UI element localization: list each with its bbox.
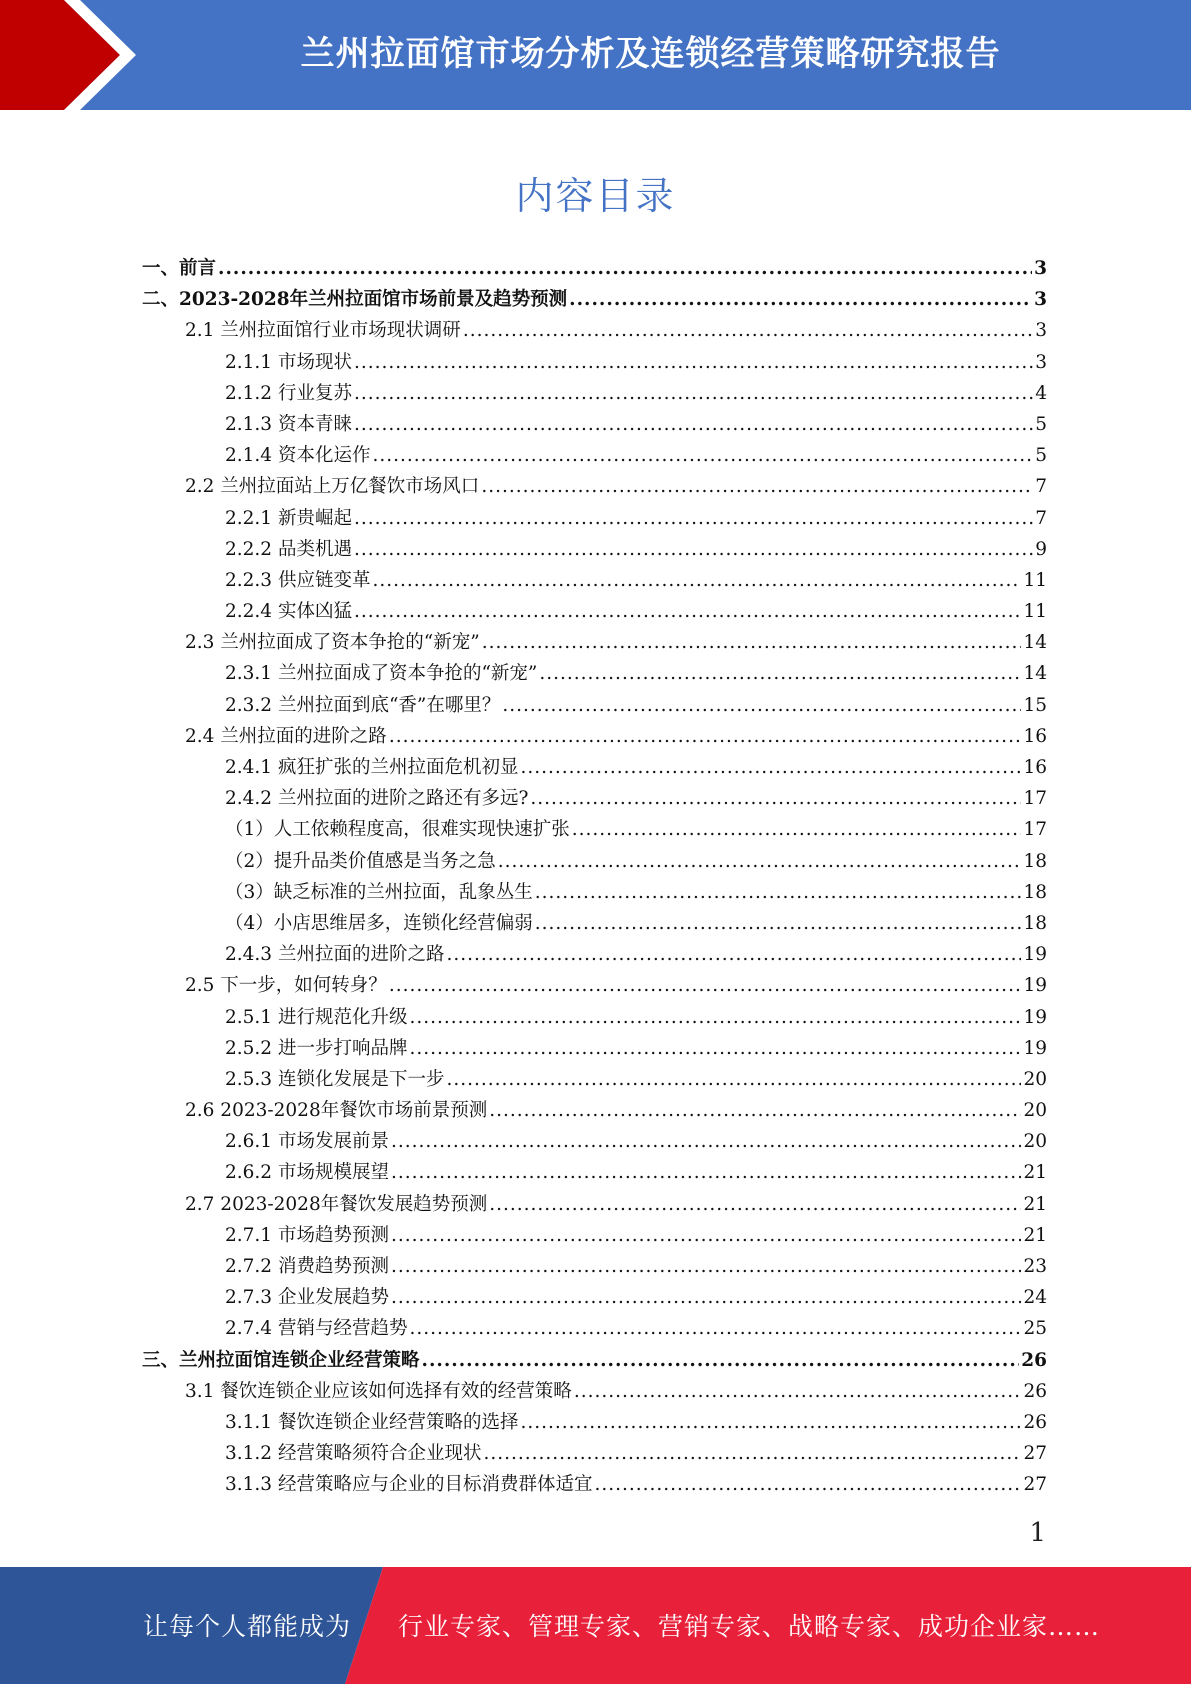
toc-entry-page: 21 [1023,1224,1047,1246]
toc-leader-dots [409,1033,1021,1064]
toc-entry-label: 2.5.2 进一步打响品牌 [225,1037,408,1059]
toc-leader-dots [354,409,1033,440]
toc-entry-page: 27 [1023,1443,1047,1465]
toc-leader-dots [372,440,1033,471]
toc-entry-label: 2.7.2 消费趋势预测 [225,1256,389,1277]
toc-entry-label: （1）人工依赖程度高，很难实现快速扩张 [225,819,570,841]
toc-leader-dots [489,1189,1021,1220]
toc-entry-page: 20 [1023,1131,1047,1153]
toc-entry-page: 5 [1035,445,1047,467]
toc-entry-label: 2.1.3 资本青睐 [225,413,352,435]
toc-entry-label: 2.2.3 供应链变革 [225,569,371,591]
toc-entry-page: 18 [1023,850,1047,872]
toc-entry[interactable] [142,690,1047,721]
toc-leader-dots [535,908,1022,939]
toc-entry[interactable] [142,315,1047,346]
toc-entry-label: 3.1.3 经营策略应与企业的目标消费群体适宜 [225,1474,593,1496]
toc-entry[interactable] [142,814,1047,845]
toc-leader-dots [446,939,1021,970]
toc-entry-label: 2.2.1 新贵崛起 [225,507,352,529]
toc-entry[interactable] [142,565,1047,596]
toc-entry[interactable] [142,1126,1047,1157]
toc-entry-label: 2.7.4 营销与经营趋势 [225,1318,408,1340]
toc-entry-label: 2.5 下一步，如何转身？ [185,975,387,997]
toc-entry-page: 18 [1023,912,1047,934]
toc-leader-dots [569,284,1032,315]
toc-entry-label: （2）提升品类价值感是当务之急 [225,850,496,872]
toc-entry[interactable] [142,1157,1047,1188]
toc-entry[interactable] [142,1438,1047,1469]
toc-entry[interactable] [142,721,1047,752]
toc-entry-page: 16 [1023,725,1047,747]
footer-slogan-left: 让每个人都能成为 [143,1612,352,1641]
toc-entry-label: 3.1.2 经营策略须符合企业现状 [225,1443,482,1465]
toc-entry-label: 2.6.2 市场规模展望 [225,1162,389,1184]
toc-entry-label: 2.3.1 兰州拉面成了资本争抢的“新宠” [225,663,538,685]
toc-entry-page: 3 [1034,258,1047,279]
toc-entry-page: 16 [1023,757,1047,778]
toc-entry-page: 11 [1023,569,1047,591]
toc-leader-dots [354,503,1033,534]
toc-leader-dots [520,1407,1021,1438]
toc-entry-label: （4）小店思维居多，连锁化经营偏弱 [225,912,533,934]
toc-entry[interactable] [142,658,1047,689]
toc-entry-page: 11 [1023,601,1047,623]
toc-entry[interactable] [142,877,1047,908]
toc-leader-dots [391,1220,1021,1251]
toc-entry-page: 25 [1023,1318,1047,1340]
toc-leader-dots [481,471,1033,502]
toc-leader-dots [574,1376,1022,1407]
toc-leader-dots [391,1251,1021,1282]
toc-entry-page: 3 [1034,289,1047,311]
toc-entry[interactable] [142,908,1047,939]
toc-entry-label: 2.4.1 疯狂扩张的兰州拉面危机初显 [225,757,519,778]
header-banner [0,0,1191,110]
toc-entry[interactable] [142,1064,1047,1095]
toc-entry-label: 三、兰州拉面馆连锁企业经营策略 [142,1349,420,1371]
toc-entry[interactable] [142,1282,1047,1313]
toc-entry[interactable] [142,1095,1047,1126]
toc-entry-page: 20 [1023,1100,1047,1122]
toc-entry-page: 5 [1035,413,1047,435]
toc-entry-page: 18 [1023,881,1047,903]
toc-entry[interactable] [142,284,1047,315]
toc-entry[interactable] [142,347,1047,378]
toc-leader-dots [218,253,1032,284]
toc-entry-page: 7 [1035,507,1047,529]
toc-entry-label: 2.4.2 兰州拉面的进阶之路还有多远? [225,788,529,810]
toc-entry-page: 3 [1035,320,1047,342]
toc-entry-page: 26 [1023,1411,1047,1433]
toc-entry-label: 2.2.4 实体凶猛 [225,601,352,623]
toc-leader-dots [572,814,1022,845]
toc-entry[interactable] [142,440,1047,471]
toc-entry-label: 2.6.1 市场发展前景 [225,1131,389,1153]
toc-entry-page: 19 [1023,1037,1047,1059]
toc-leader-dots [354,378,1033,409]
toc-entry-label: 2.7.3 企业发展趋势 [225,1287,389,1309]
toc-leader-dots [391,1157,1021,1188]
toc-leader-dots [489,1095,1021,1126]
toc-entry[interactable] [142,378,1047,409]
header-chevron-icon [0,0,150,110]
toc-entry[interactable] [142,627,1047,658]
toc-entry[interactable] [142,1033,1047,1064]
toc-entry[interactable] [142,253,1047,284]
toc-entry-page: 14 [1023,663,1047,685]
toc-entry-page: 4 [1035,382,1047,404]
toc-entry-label: 3.1.1 餐饮连锁企业经营策略的选择 [225,1411,519,1433]
toc-entry-label: 2.1 兰州拉面馆行业市场现状调研 [185,320,461,342]
toc-entry[interactable] [142,783,1047,814]
toc-leader-dots [409,1002,1021,1033]
toc-leader-dots [463,315,1033,346]
toc-entry-page: 9 [1035,538,1047,560]
toc-entry-page: 17 [1023,819,1047,841]
toc-entry-page: 19 [1023,944,1047,966]
toc-entry-label: 2.1.4 资本化运作 [225,445,371,467]
toc-entry-page: 19 [1023,1006,1047,1028]
toc-title: 内容目录 [515,174,676,218]
toc-entry-label: 2.7 2023-2028年餐饮发展趋势预测 [185,1193,488,1215]
toc-leader-dots [520,752,1021,783]
toc-entry-page: 21 [1023,1193,1047,1215]
table-of-contents [142,253,1047,1501]
toc-entry-label: 2.2 兰州拉面站上万亿餐饮市场风口 [185,476,480,498]
toc-entry-label: 2.1.2 行业复苏 [225,382,352,404]
toc-entry[interactable] [142,1345,1047,1376]
toc-leader-dots [502,690,1021,721]
footer-banner [0,1567,1191,1684]
toc-entry-page: 23 [1023,1256,1047,1277]
page-number: 1 [1029,1518,1046,1548]
toc-entry-label: 2.5.3 连锁化发展是下一步 [225,1068,445,1090]
toc-leader-dots [446,1064,1021,1095]
toc-leader-dots [389,970,1022,1001]
toc-entry[interactable] [142,1220,1047,1251]
toc-entry-page: 19 [1023,975,1047,997]
toc-leader-dots [498,846,1022,877]
toc-leader-dots [391,1282,1021,1313]
toc-entry[interactable] [142,409,1047,440]
toc-entry-page: 20 [1023,1068,1047,1090]
toc-entry-label: 2.4.3 兰州拉面的进阶之路 [225,944,445,966]
toc-leader-dots [389,721,1022,752]
toc-entry[interactable] [142,939,1047,970]
report-title: 兰州拉面馆市场分析及连锁经营策略研究报告 [300,34,1001,74]
toc-entry-label: 2.3 兰州拉面成了资本争抢的“新宠” [185,632,480,654]
toc-entry-page: 7 [1035,476,1047,498]
toc-entry[interactable] [142,1313,1047,1344]
toc-entry[interactable] [142,503,1047,534]
toc-entry-page: 17 [1023,788,1047,810]
toc-leader-dots [409,1313,1021,1344]
toc-entry[interactable] [142,846,1047,877]
toc-entry-label: 2.2.2 品类机遇 [225,538,352,560]
toc-entry[interactable] [142,1189,1047,1220]
toc-leader-dots [372,565,1021,596]
toc-entry-page: 26 [1023,1380,1047,1402]
toc-entry-page: 21 [1023,1162,1047,1184]
toc-entry[interactable] [142,534,1047,565]
toc-entry-page: 3 [1035,351,1047,373]
toc-leader-dots [482,627,1022,658]
toc-entry-label: 一、前言 [142,258,217,279]
toc-entry[interactable] [142,752,1047,783]
toc-entry[interactable] [142,1002,1047,1033]
toc-entry[interactable] [142,970,1047,1001]
toc-leader-dots [354,534,1033,565]
toc-leader-dots [483,1438,1021,1469]
toc-entry-page: 15 [1023,694,1047,716]
toc-entry-label: 2.6 2023-2028年餐饮市场前景预测 [185,1100,488,1122]
toc-entry[interactable] [142,471,1047,502]
toc-entry-page: 24 [1023,1287,1047,1309]
toc-entry[interactable] [142,1251,1047,1282]
toc-entry-label: 二、2023-2028年兰州拉面馆市场前景及趋势预测 [142,289,568,311]
footer-slogan-right: 行业专家、管理专家、营销专家、战略专家、成功企业家…… [398,1612,1101,1641]
toc-entry-label: 2.4 兰州拉面的进阶之路 [185,725,387,747]
toc-leader-dots [422,1345,1020,1376]
toc-leader-dots [535,877,1022,908]
toc-entry[interactable] [142,596,1047,627]
toc-leader-dots [354,596,1022,627]
toc-entry-label: 2.1.1 市场现状 [225,351,352,373]
toc-entry-page: 27 [1023,1474,1047,1496]
toc-leader-dots [354,347,1033,378]
toc-entry-page: 14 [1023,632,1047,654]
toc-leader-dots [594,1469,1021,1500]
toc-entry-page: 26 [1021,1349,1047,1371]
toc-entry-label: 2.5.1 进行规范化升级 [225,1006,408,1028]
toc-entry-label: 2.3.2 兰州拉面到底“香”在哪里？ [225,694,501,716]
toc-leader-dots [530,783,1021,814]
toc-entry[interactable] [142,1376,1047,1407]
toc-leader-dots [539,658,1021,689]
toc-leader-dots [391,1126,1021,1157]
toc-entry-label: （3）缺乏标准的兰州拉面，乱象丛生 [225,881,533,903]
toc-entry[interactable] [142,1469,1047,1500]
toc-entry-label: 3.1 餐饮连锁企业应该如何选择有效的经营策略 [185,1380,572,1402]
toc-entry[interactable] [142,1407,1047,1438]
toc-entry-label: 2.7.1 市场趋势预测 [225,1224,389,1246]
